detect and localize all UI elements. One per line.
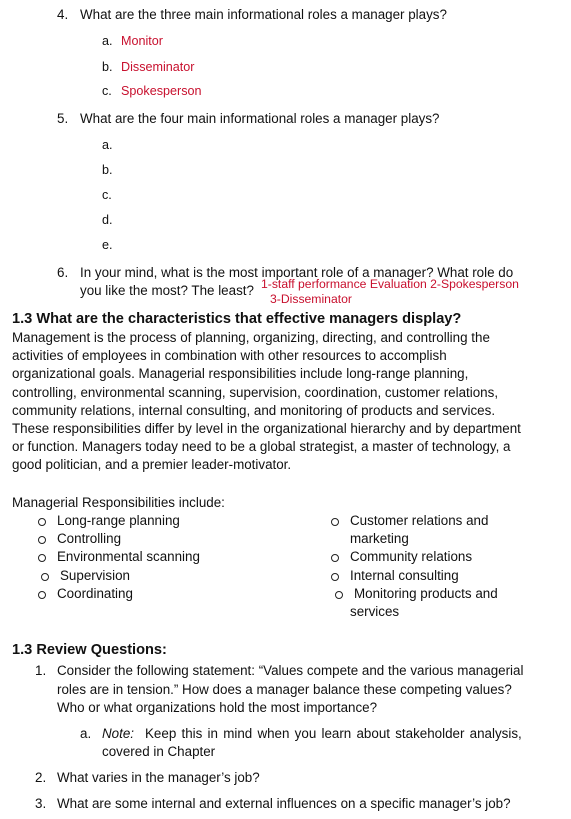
- q4-answer-a-letter: a.: [102, 34, 113, 48]
- q4-answer-b: Disseminator: [121, 60, 195, 74]
- list-item: Supervision: [60, 568, 130, 583]
- review-q1-line2: roles are in tension.” How does a manager balance these competing values?: [57, 682, 512, 697]
- q6-number: 6.: [57, 265, 69, 280]
- q5-letter-c: c.: [102, 188, 112, 202]
- q5-number: 5.: [57, 111, 69, 126]
- q4-number: 4.: [57, 7, 69, 22]
- paragraph-line: community relations, internal consulting, and monitoring of products and services.: [12, 402, 496, 418]
- q4-answer-c: Spokesperson: [121, 84, 202, 98]
- review-q1-number: 1.: [35, 663, 47, 678]
- q6-line2: you like the most? The least?: [80, 283, 254, 298]
- paragraph-line: controlling, environmental scanning, supervision, coordination, customer relations,: [12, 384, 499, 400]
- q6-line1: In your mind, what is the most important role of a manager? What role do: [80, 265, 514, 280]
- q4-answer-a: Monitor: [121, 34, 163, 48]
- list-item: Monitoring products and: [354, 586, 498, 601]
- review-q1-line1: Consider the following statement: “Values compete and the various managerial: [57, 663, 524, 678]
- review-q3-text: What are some internal and external influences on a specific manager’s job?: [57, 796, 511, 811]
- review-q1-line3: Who or what organizations hold the most importance?: [57, 700, 378, 715]
- list-item: Community relations: [350, 549, 473, 564]
- section-paragraph: [12, 329, 547, 475]
- q5-letter-d: d.: [102, 213, 113, 227]
- q5-letter-a: a.: [102, 138, 113, 152]
- review-q2-number: 2.: [35, 770, 47, 785]
- paragraph-line: good politician, and a premier leader-motivator.: [12, 457, 292, 473]
- paragraph-line: Management is the process of planning, organizing, directing, and controlling the: [12, 330, 490, 345]
- list-item: Internal consulting: [350, 568, 459, 583]
- list-item: Coordinating: [57, 586, 133, 601]
- q5-letter-e: e.: [102, 238, 113, 252]
- paragraph-line: These responsibilities differ by level in the organizational hierarchy and by department: [12, 421, 521, 437]
- paragraph-line: organizational goals. Managerial responsibilities include long-range planning,: [12, 366, 469, 382]
- section-heading: 1.3 What are the characteristics that effective managers display?: [12, 311, 462, 327]
- paragraph-line: activities of employees in combination with other resources to accomplish: [12, 348, 447, 364]
- review-heading: 1.3 Review Questions:: [12, 642, 167, 658]
- review-q1-note-label: Note:: [102, 726, 135, 741]
- list-item-continuation: marketing: [350, 531, 409, 546]
- q5-letter-b: b.: [102, 163, 113, 177]
- list-item-continuation: services: [350, 604, 400, 619]
- list-item: Environmental scanning: [57, 549, 200, 564]
- review-q1-note-letter: a.: [80, 726, 92, 741]
- q4-text: What are the three main informational roles a manager plays?: [80, 7, 447, 22]
- review-q3-number: 3.: [35, 796, 47, 811]
- list-item: Controlling: [57, 531, 122, 546]
- q5-text: What are the four main informational roles a manager plays?: [80, 111, 440, 126]
- list-item: Long-range planning: [57, 513, 180, 528]
- review-q1-note-line1: Keep this in mind when you learn about stakeholder analysis,: [145, 726, 522, 741]
- q4-answer-c-letter: c.: [102, 84, 112, 98]
- review-q1-note-line2: covered in Chapter: [102, 744, 216, 759]
- list-item: Customer relations and: [350, 513, 489, 528]
- q4-answer-b-letter: b.: [102, 60, 113, 74]
- responsibilities-intro: Managerial Responsibilities include:: [12, 495, 225, 510]
- q6-handwritten-answer-line1: 1-staff performance Evaluation 2-Spokesperson: [261, 277, 519, 291]
- q6-handwritten-answer-line2: 3-Disseminator: [270, 292, 352, 306]
- review-q2-text: What varies in the manager’s job?: [57, 770, 260, 785]
- paragraph-line: or function. Managers today need to be a global strategist, a master of technology, a: [12, 439, 511, 455]
